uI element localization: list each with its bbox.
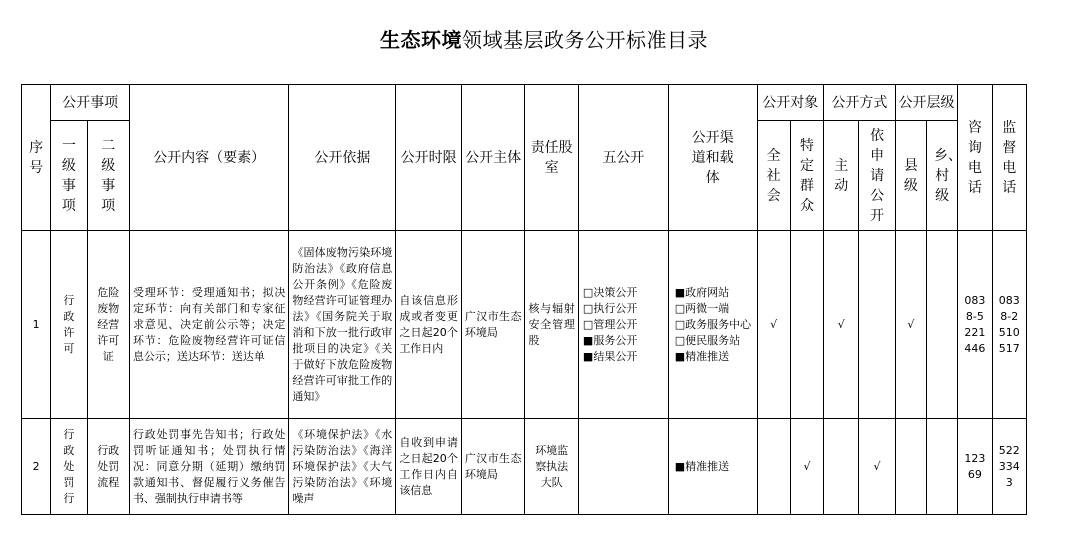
row-basis: 《环境保护法》《水污染防治法》《海洋环境保护法》《大气污染防治法》《环境噪声 [289, 419, 396, 515]
row-subject: 广汉市生态环境局 [461, 231, 525, 419]
row-five [578, 231, 668, 419]
channel-item: ■政府网站 [674, 285, 730, 299]
header-subject: 公开主体 [461, 85, 525, 231]
row-supervise-phone: 0838-2510517 [992, 231, 1026, 419]
header-content: 公开内容（要素） [129, 85, 288, 231]
row-target-all-check: √ [757, 231, 790, 419]
header-dept: 责任股室 [525, 85, 578, 231]
row-time-limit: 自收到申请之日起20个工作日内自该信息 [396, 419, 462, 515]
header-level2: 二级事项 [87, 121, 129, 231]
channel-item: □两微一端 [674, 301, 730, 315]
header-row-1 [22, 85, 1027, 121]
row-consult-phone: 12369 [958, 419, 992, 515]
row-method-active-check: √ [824, 231, 859, 419]
header-target-specific: 特定群众 [790, 121, 823, 231]
row-dept: 环境监察执法大队 [525, 419, 578, 515]
page-title-bold: 生态环境 [380, 28, 462, 52]
header-target-all: 全社会 [757, 121, 790, 231]
table-row [22, 231, 1027, 419]
header-level-town: 乡、村级 [926, 121, 957, 231]
header-method-apply: 依申请公开 [859, 121, 895, 231]
header-seq: 序号 [22, 85, 51, 231]
five-item: □管理公开 [582, 317, 638, 331]
channel-item: □政务服务中心 [674, 317, 752, 331]
catalog-table [21, 84, 1027, 515]
row-method-active-check [824, 419, 859, 515]
channel-item: ■精准推送 [674, 459, 730, 473]
row-time-limit: 自该信息形成或者变更之日起20个工作日内 [396, 231, 462, 419]
row-target-specific-check [790, 231, 823, 419]
row-target-specific-check: √ [790, 419, 823, 515]
row-level-town-check [926, 419, 957, 515]
header-basis: 公开依据 [289, 85, 396, 231]
row-supervise-phone: 5223343 [992, 419, 1026, 515]
header-level-county: 县级 [895, 121, 926, 231]
row-method-apply-check [859, 231, 895, 419]
row-content: 行政处罚事先告知书；行政处罚听证通知书；处罚执行情况：同意分期（延期）缴纳罚款通知书、督促履行义务催告书、强制执行申请书等 [129, 419, 288, 515]
header-consult: 咨询电话 [958, 85, 992, 231]
row-level2: 行政处罚流程 [87, 419, 129, 515]
row-channel [668, 419, 757, 515]
page-title [0, 24, 1088, 53]
header-level: 公开层级 [895, 85, 958, 121]
row-target-all-check [757, 419, 790, 515]
page-title-rest: 领域基层政务公开标准目录 [462, 28, 708, 52]
row-channel [668, 231, 757, 419]
row-level1: 行政处罚行 [51, 419, 87, 515]
five-item: ■结果公开 [582, 349, 638, 363]
row-five [578, 419, 668, 515]
row-subject: 广汉市生态环境局 [461, 419, 525, 515]
five-item: ■服务公开 [582, 333, 638, 347]
channel-item: ■精准推送 [674, 349, 730, 363]
row-seq: 1 [22, 231, 51, 419]
row-level-county-check: √ [895, 231, 926, 419]
header-method: 公开方式 [824, 85, 896, 121]
row-dept: 核与辐射安全管理股 [525, 231, 578, 419]
header-channel: 公开渠道和载体 [668, 85, 757, 231]
row-level1: 行政许可 [51, 231, 87, 419]
row-basis: 《固体废物污染环境防治法》《政府信息公开条例》《危险废物经营许可证管理办法》《国务院关于取消和下放一批行政审批项目的决定》《关于做好下放危险废物经营许可审批工作的通知》 [289, 231, 396, 419]
header-level1: 一级事项 [51, 121, 87, 231]
header-target: 公开对象 [757, 85, 824, 121]
row-level2: 危险废物经营许可证 [87, 231, 129, 419]
row-level-county-check [895, 419, 926, 515]
row-level-town-check [926, 231, 957, 419]
row-method-apply-check: √ [859, 419, 895, 515]
row-seq: 2 [22, 419, 51, 515]
header-matter: 公开事项 [51, 85, 130, 121]
row-content: 受理环节：受理通知书；拟决定环节：向有关部门和专家征求意见、决定前公示等；决定环节：危险废物经营许可证信息公示；送达环节：送达单 [129, 231, 288, 419]
header-method-active: 主动 [824, 121, 859, 231]
channel-item: □便民服务站 [674, 333, 741, 347]
header-supervise: 监督电话 [992, 85, 1026, 231]
header-time-limit: 公开时限 [396, 85, 462, 231]
header-five: 五公开 [578, 85, 668, 231]
table-row [22, 419, 1027, 515]
five-item: □执行公开 [582, 301, 638, 315]
five-item: □决策公开 [582, 285, 638, 299]
row-consult-phone: 0838-5221446 [958, 231, 992, 419]
